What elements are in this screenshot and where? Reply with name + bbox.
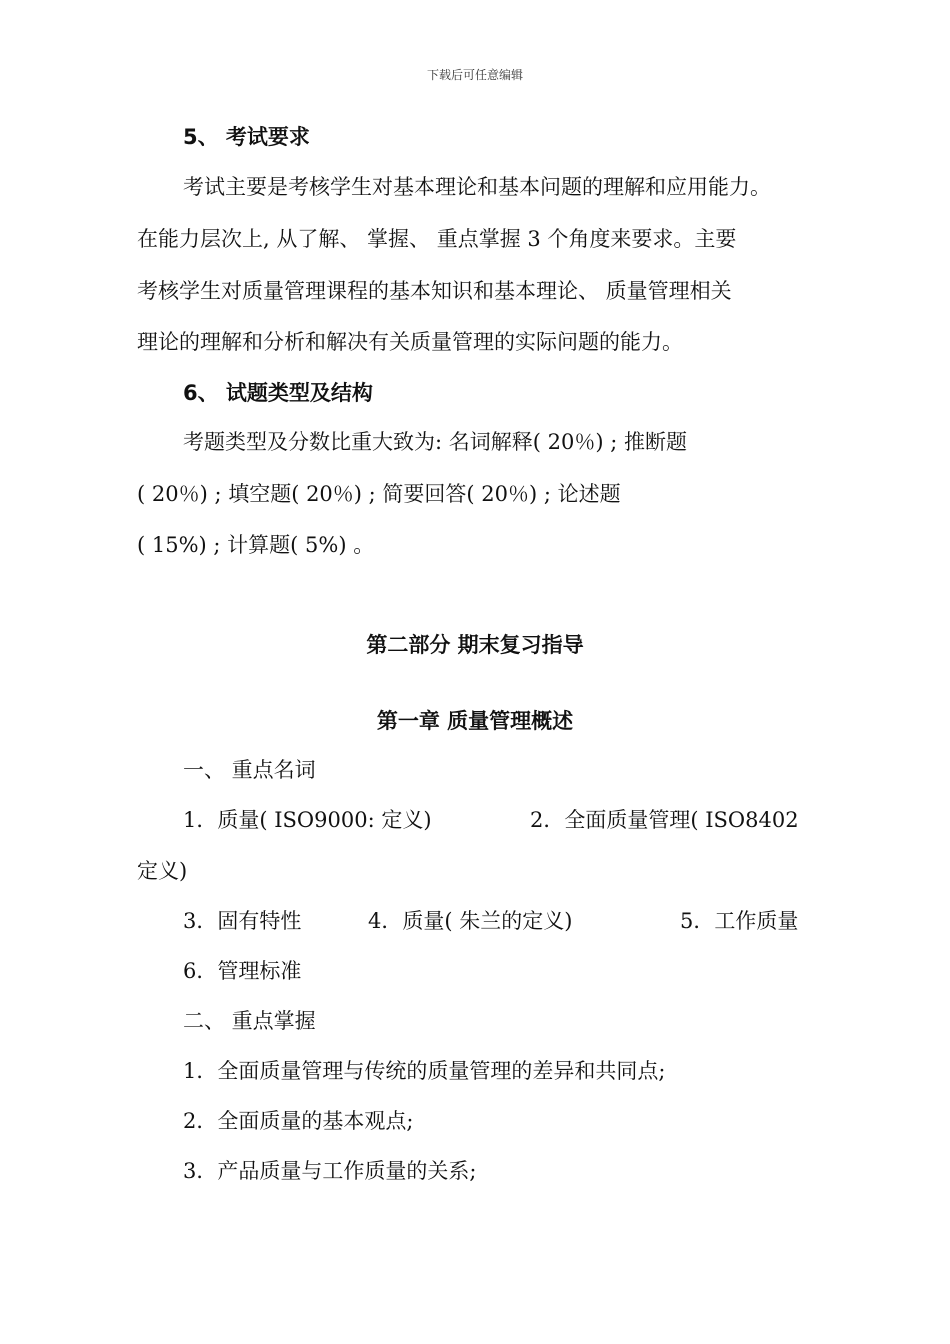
- section-6-line-2: ( 20％) ; 填空题( 20％) ; 简要回答( 20％) ; 论述题: [137, 482, 621, 506]
- key-term-1: 1．质量( ISO9000: 定义): [183, 808, 432, 832]
- key-term-2-continued: 定义): [137, 859, 188, 883]
- key-point-1: 1．全面质量管理与传统的质量管理的差异和共同点;: [183, 1059, 666, 1083]
- section-5-line-1: 考试主要是考核学生对基本理论和基本问题的理解和应用能力。: [183, 175, 771, 199]
- part-2-title: 第二部分 期末复习指导: [366, 633, 584, 657]
- key-points-heading: 二、 重点掌握: [183, 1009, 316, 1033]
- section-6-heading: 6、 试题类型及结构: [183, 381, 373, 405]
- page-header: 下载后可任意编辑: [426, 68, 523, 82]
- key-terms-heading: 一、 重点名词: [183, 758, 316, 782]
- section-5-line-2: 在能力层次上, 从了解、 掌握、 重点掌握 3 个角度来要求。主要: [137, 227, 737, 251]
- key-term-4: 4．质量( 朱兰的定义): [368, 909, 573, 933]
- key-point-3: 3．产品质量与工作质量的关系;: [183, 1159, 477, 1183]
- section-5-line-3: 考核学生对质量管理课程的基本知识和基本理论、 质量管理相关: [137, 279, 732, 303]
- section-5-line-4: 理论的理解和分析和解决有关质量管理的实际问题的能力。: [137, 330, 683, 354]
- key-term-6: 6．管理标准: [183, 959, 302, 983]
- key-term-5: 5．工作质量: [680, 909, 799, 933]
- chapter-1-title: 第一章 质量管理概述: [376, 709, 574, 733]
- key-term-3: 3．固有特性: [183, 909, 302, 933]
- key-term-2: 2．全面质量管理( ISO8402: [530, 808, 799, 832]
- key-point-2: 2．全面质量的基本观点;: [183, 1109, 414, 1133]
- section-5-heading: 5、 考试要求: [183, 125, 310, 149]
- section-6-line-3: ( 15%) ; 计算题( 5%) 。: [137, 533, 375, 557]
- section-6-line-1: 考题类型及分数比重大致为: 名词解释( 20％) ; 推断题: [183, 430, 687, 454]
